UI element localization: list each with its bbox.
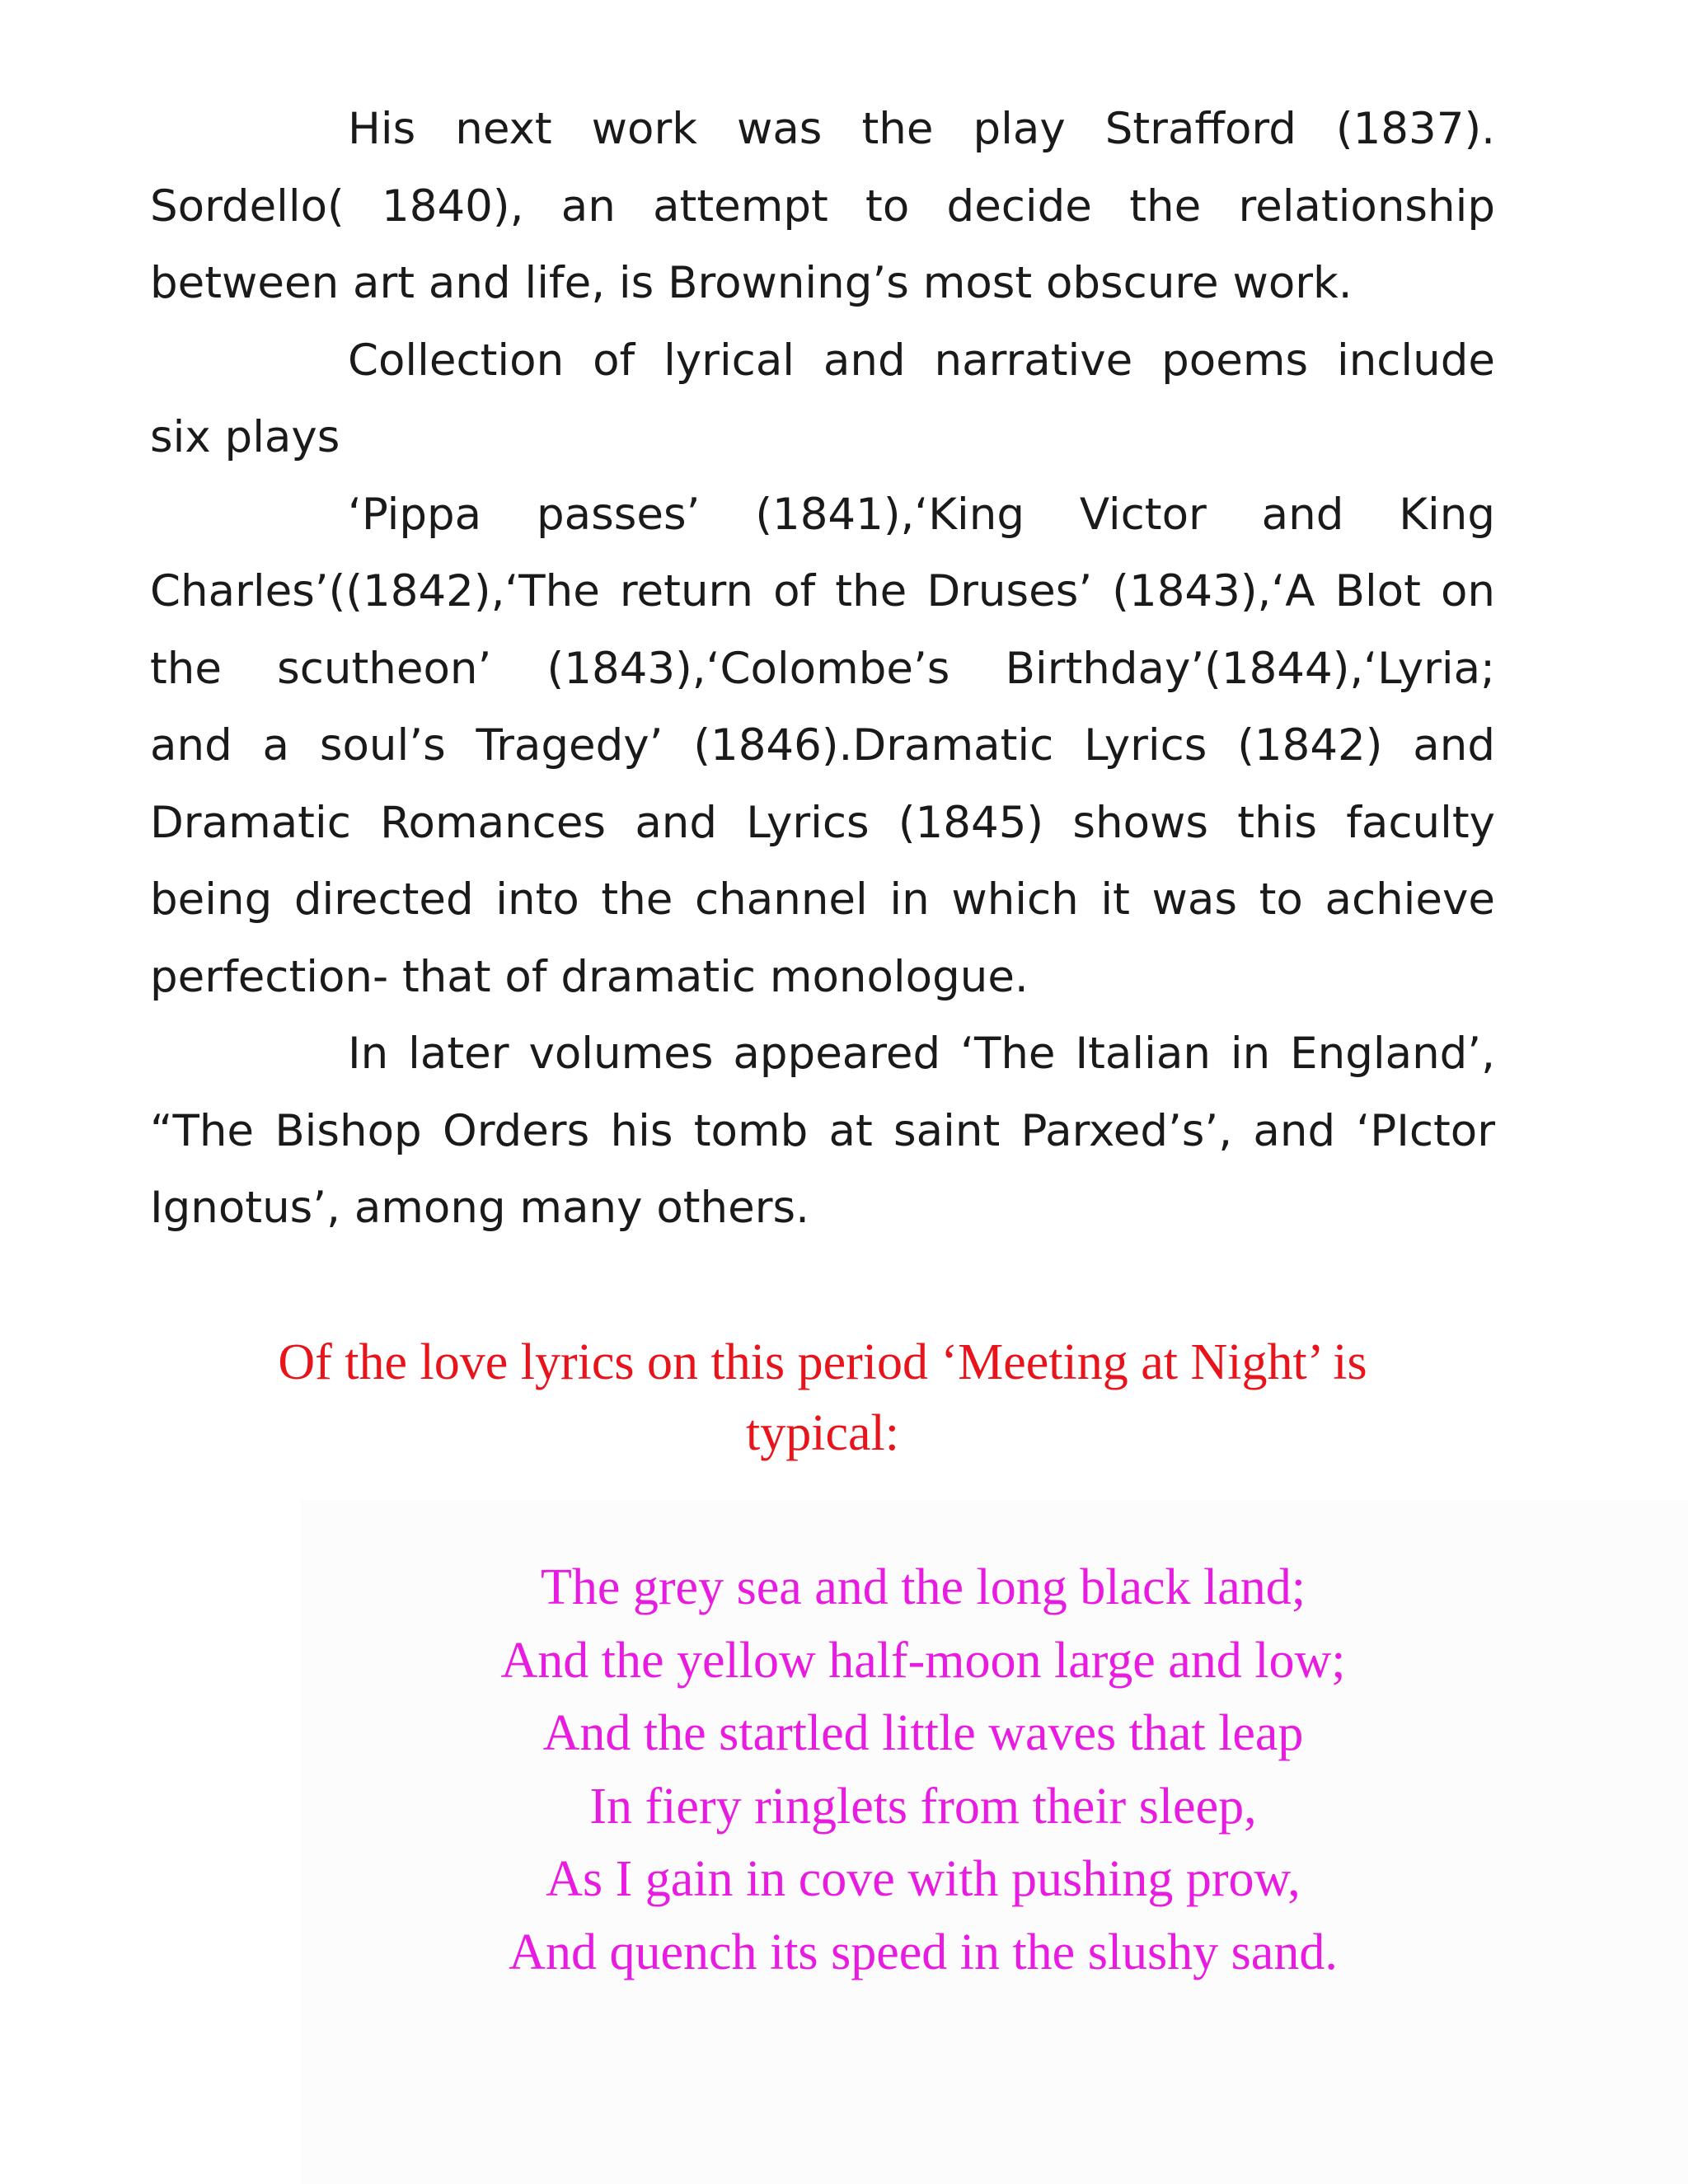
text-line: Charles’((1842),‘The return of the Druses’ (1843),‘A Blot on <box>150 566 1495 616</box>
prose-section <box>150 91 1495 1247</box>
poem-line: And quench its speed in the slushy sand. <box>509 1924 1338 1980</box>
poem-line: And the yellow half-moon large and low; <box>500 1632 1346 1689</box>
paragraph <box>150 322 1495 476</box>
text-line: His next work was the play Strafford (1837). <box>348 104 1495 154</box>
paragraph <box>150 1015 1495 1247</box>
text-line: and a soul’s Tragedy’ (1846).Dramatic Lyrics (1842) and <box>150 720 1495 771</box>
poem-stanza <box>429 1551 1418 1989</box>
paragraph <box>150 91 1495 322</box>
poem-line: The grey sea and the long black land; <box>541 1559 1306 1615</box>
text-line: the scutheon’ (1843),‘Colombe’s Birthday’(1844),‘Lyria; <box>150 643 1495 694</box>
intro-line: typical: <box>746 1405 899 1461</box>
text-line: Ignotus’, among many others. <box>150 1183 809 1233</box>
text-line: “The Bishop Orders his tomb at saint Parxed’s’, and ‘PIctor <box>150 1105 1495 1156</box>
text-line: being directed into the channel in which it was to achieve <box>150 874 1495 925</box>
intro-line: Of the love lyrics on this period ‘Meeting at Night’ is <box>278 1334 1367 1390</box>
poem-line: In fiery ringlets from their sleep, <box>589 1778 1257 1835</box>
text-line: In later volumes appeared ‘The Italian in England’, <box>348 1029 1495 1079</box>
text-line: Collection of lyrical and narrative poems include <box>348 335 1495 386</box>
text-line: Dramatic Romances and Lyrics (1845) shows this faculty <box>150 797 1495 848</box>
poem-line: As I gain in cove with pushing prow, <box>546 1851 1301 1907</box>
text-line: between art and life, is Browning’s most obscure work. <box>150 258 1353 308</box>
text-line: perfection- that of dramatic monologue. <box>150 951 1029 1002</box>
text-line: six plays <box>150 412 340 462</box>
paragraph <box>150 476 1495 1016</box>
text-line: Sordello( 1840), an attempt to decide the relationship <box>150 180 1495 232</box>
poem-introduction <box>150 1327 1495 1469</box>
text-line: ‘Pippa passes’ (1841),‘King Victor and King <box>348 489 1495 540</box>
poem-line: And the startled little waves that leap <box>542 1705 1304 1761</box>
